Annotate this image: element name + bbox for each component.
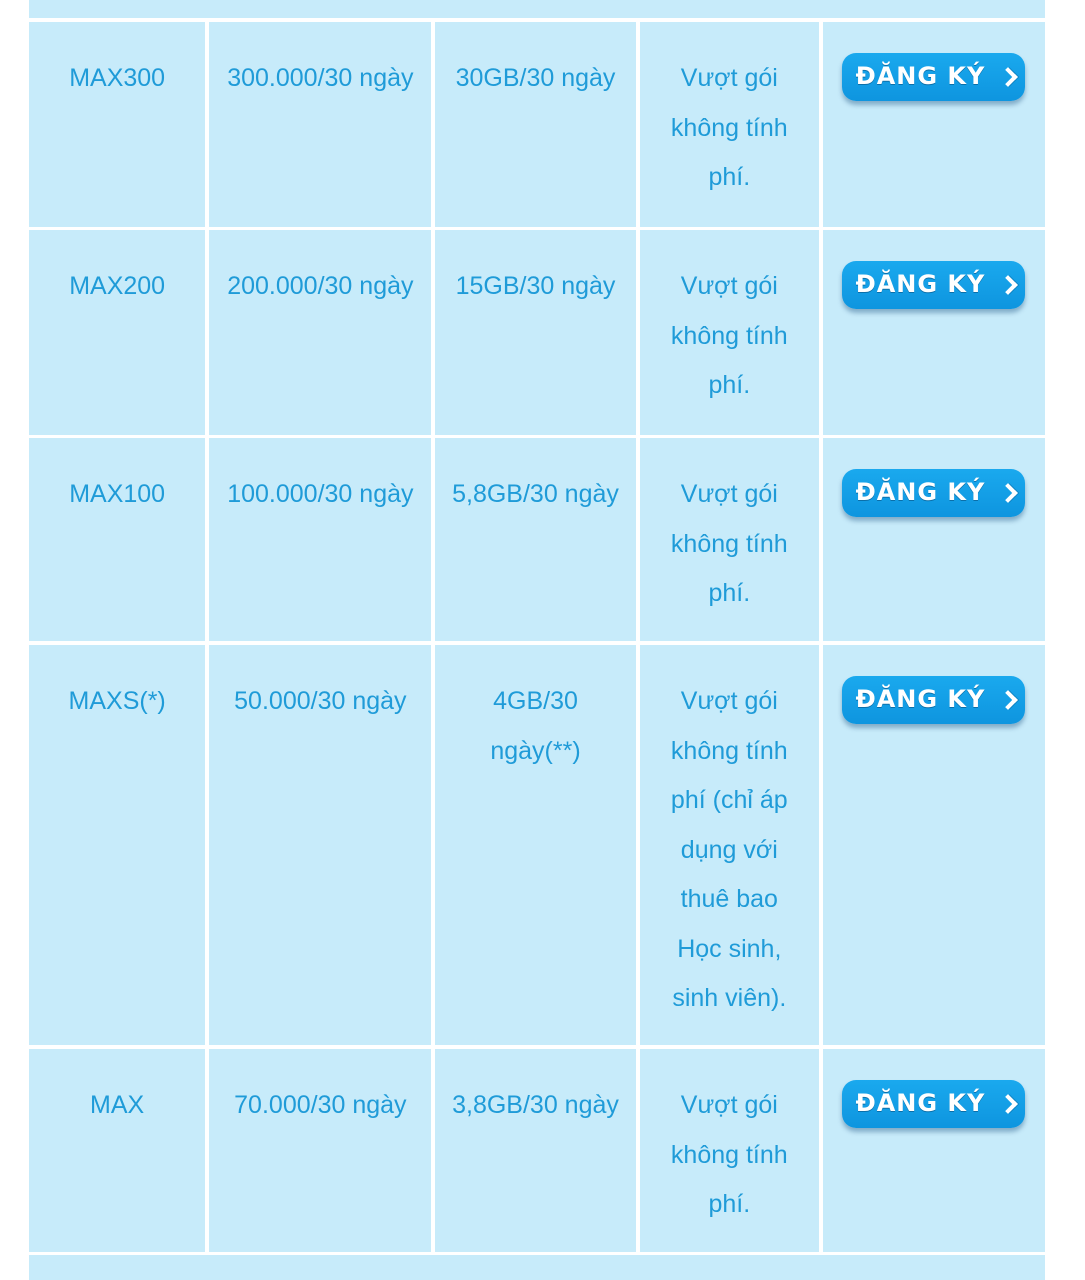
register-button-max100[interactable]: [842, 469, 1025, 517]
plan-name: MAX200: [29, 230, 205, 435]
plan-data: 30GB/30 ngày: [435, 22, 635, 227]
plans-table: [29, 0, 1045, 1280]
register-button-max[interactable]: [842, 1080, 1025, 1128]
plan-overage: Vượt gói không tính phí.: [640, 22, 819, 227]
plan-price: 50.000/30 ngày: [209, 645, 431, 1045]
plan-data: 4GB/30 ngày(**): [435, 645, 635, 1045]
plan-price: 200.000/30 ngày: [209, 230, 431, 435]
plan-data: 3,8GB/30 ngày: [435, 1049, 635, 1252]
register-button-max300[interactable]: [842, 53, 1025, 101]
plan-overage: Vượt gói không tính phí.: [640, 230, 819, 435]
chevron-right-icon: [999, 275, 1019, 295]
table-bottom-edge: [29, 1255, 1045, 1280]
plan-price: 100.000/30 ngày: [209, 438, 431, 641]
register-button-max200[interactable]: [842, 261, 1025, 309]
chevron-right-icon: [999, 483, 1019, 503]
plan-row-max: [29, 1049, 1045, 1252]
plan-name: MAX100: [29, 438, 205, 641]
plan-data: 15GB/30 ngày: [435, 230, 635, 435]
plan-overage: Vượt gói không tính phí (chỉ áp dụng với thuê bao Học sinh, sinh viên).: [640, 645, 819, 1045]
plan-name: MAXS(*): [29, 645, 205, 1045]
register-button-label: ĐĂNG KÝ: [855, 478, 986, 507]
register-cell: [823, 438, 1045, 641]
register-button-label: ĐĂNG KÝ: [855, 685, 986, 714]
plan-price: 300.000/30 ngày: [209, 22, 431, 227]
plan-data: 5,8GB/30 ngày: [435, 438, 635, 641]
chevron-right-icon: [999, 690, 1019, 710]
plan-price: 70.000/30 ngày: [209, 1049, 431, 1252]
plan-name: MAX: [29, 1049, 205, 1252]
plan-row-max300: [29, 22, 1045, 227]
plan-overage: Vượt gói không tính phí.: [640, 1049, 819, 1252]
plan-row-max200: [29, 230, 1045, 435]
register-button-label: ĐĂNG KÝ: [855, 62, 986, 91]
chevron-right-icon: [999, 67, 1019, 87]
register-cell: [823, 1049, 1045, 1252]
plan-name: MAX300: [29, 22, 205, 227]
register-button-label: ĐĂNG KÝ: [855, 1089, 986, 1118]
register-cell: [823, 22, 1045, 227]
register-cell: [823, 645, 1045, 1045]
plan-row-max100: [29, 438, 1045, 641]
register-button-maxs[interactable]: [842, 676, 1025, 724]
register-button-label: ĐĂNG KÝ: [855, 270, 986, 299]
table-top-edge: [29, 0, 1045, 18]
register-cell: [823, 230, 1045, 435]
plan-overage: Vượt gói không tính phí.: [640, 438, 819, 641]
plan-row-maxs: [29, 645, 1045, 1045]
chevron-right-icon: [999, 1094, 1019, 1114]
